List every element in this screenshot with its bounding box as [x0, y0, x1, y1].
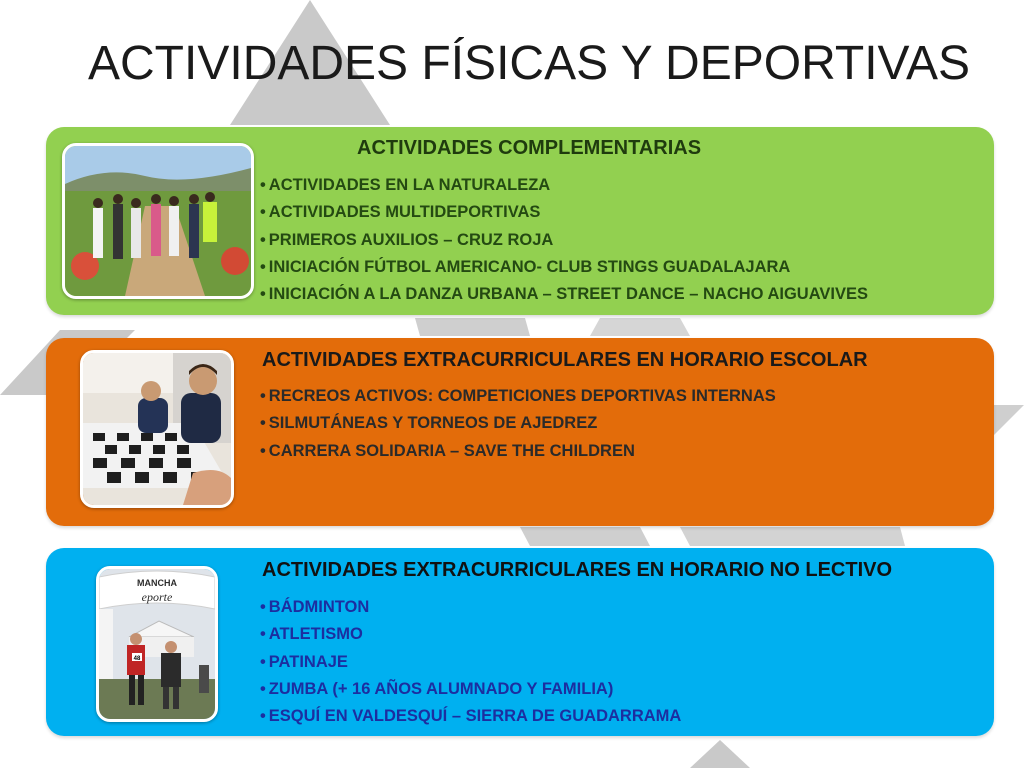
- photo-nature-hike: [62, 143, 254, 299]
- banner-text: MANCHA: [137, 578, 177, 588]
- panel-heading: ACTIVIDADES EXTRACURRICULARES EN HORARIO NO LECTIVO: [262, 559, 893, 581]
- panel-horario-escolar: [46, 338, 994, 526]
- photo-chess-tournament: [80, 350, 234, 508]
- background-wedge-right: [994, 405, 1024, 435]
- race-bib-number: 48: [133, 656, 141, 662]
- list-item: • INICIACIÓN A LA DANZA URBANA – STREET DANCE – NACHO AIGUAVIVES: [260, 281, 868, 308]
- list-item: • INICIACIÓN FÚTBOL AMERICANO- CLUB STINGS GUADALAJARA: [260, 254, 868, 281]
- list-item: • SILMUTÁNEAS Y TORNEOS DE AJEDREZ: [260, 410, 776, 437]
- panel-horario-no-lectivo: [46, 548, 994, 736]
- list-item: • ACTIVIDADES EN LA NATURALEZA: [260, 172, 868, 199]
- panel-actividades-complementarias: [46, 127, 994, 315]
- list-item: • PRIMEROS AUXILIOS – CRUZ ROJA: [260, 227, 868, 254]
- list-item: • BÁDMINTON: [260, 594, 681, 621]
- panel-heading: ACTIVIDADES EXTRACURRICULARES EN HORARIO ESCOLAR: [262, 349, 868, 371]
- banner-script-text: eporte: [141, 590, 173, 604]
- background-band-lower-right: [680, 527, 905, 546]
- list-item: • CARRERA SOLIDARIA – SAVE THE CHILDREN: [260, 438, 776, 465]
- slide-title: ACTIVIDADES FÍSICAS Y DEPORTIVAS: [88, 37, 971, 90]
- activity-list: [260, 594, 681, 730]
- list-item: • ZUMBA (+ 16 AÑOS ALUMNADO Y FAMILIA): [260, 676, 681, 703]
- race-finish-image: [99, 569, 215, 719]
- list-item: • ESQUÍ EN VALDESQUÍ – SIERRA DE GUADARRAMA: [260, 703, 681, 730]
- background-triangle-bottom: [690, 740, 750, 768]
- background-band-right: [590, 318, 690, 336]
- list-item: • PATINAJE: [260, 649, 681, 676]
- list-item: • ATLETISMO: [260, 621, 681, 648]
- background-band-mid: [415, 318, 530, 336]
- photo-race-finish: [96, 566, 218, 722]
- chess-tournament-image: [83, 353, 231, 505]
- nature-hike-image: [65, 146, 251, 296]
- background-band-lower: [520, 527, 650, 546]
- activity-list: [260, 383, 776, 465]
- list-item: • ACTIVIDADES MULTIDEPORTIVAS: [260, 199, 868, 226]
- list-item: • RECREOS ACTIVOS: COMPETICIONES DEPORTIVAS INTERNAS: [260, 383, 776, 410]
- panel-heading: ACTIVIDADES COMPLEMENTARIAS: [357, 137, 702, 159]
- activity-list: [260, 172, 868, 308]
